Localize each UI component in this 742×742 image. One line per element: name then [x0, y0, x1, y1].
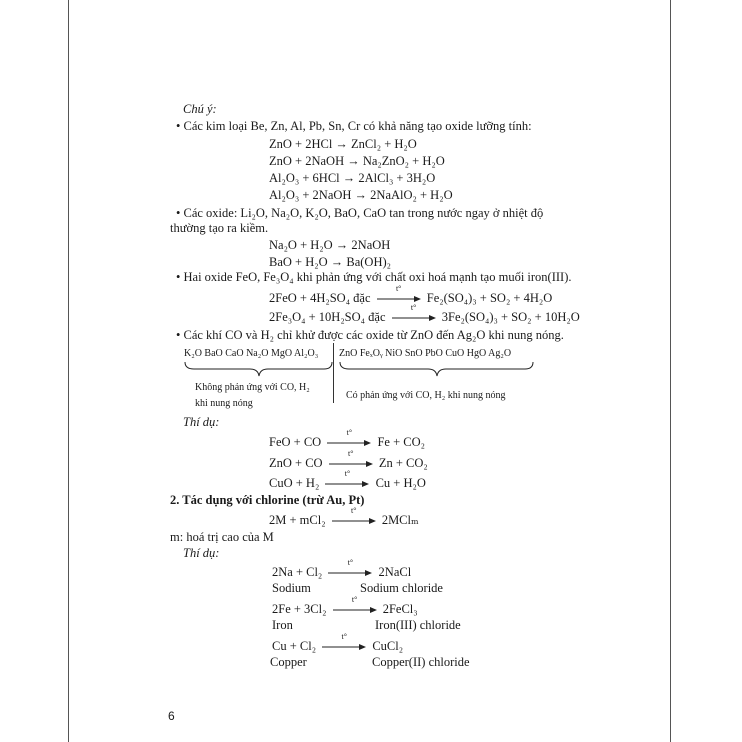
reactants: 2Fe + 3Cl₂: [272, 602, 327, 616]
right-brace-icon: [339, 360, 535, 378]
products: Cu + H₂O: [375, 476, 426, 490]
condition-label: t°: [346, 428, 353, 438]
arrow-icon: [333, 595, 377, 616]
name-copper: Copper: [270, 655, 307, 669]
valence-note: m: hoá trị cao của M: [170, 530, 274, 544]
reactants: 2M + mCl₂: [269, 513, 326, 527]
bullet-reduction: • Các khí CO và H₂ chỉ khử được các oxide từ ZnO đến Ag₂O khi nung nóng.: [176, 328, 564, 342]
bullet-amphoteric: • Các kim loại Be, Zn, Al, Pb, Sn, Cr có khả năng tạo oxide lưỡng tính:: [176, 119, 532, 133]
equation-3: Al₂O₃ + 6HCl → 2AlCl₃ + 3H₂O: [269, 171, 436, 185]
equation-1: ZnO + 2HCl → ZnCl₂ + H₂O: [269, 137, 417, 151]
oxides-reactive: ZnO FeₓOᵧ NiO SnO PbO CuO HgO Ag₂O: [339, 348, 512, 359]
condition-label: t°: [410, 303, 417, 313]
equation-2: ZnO + 2NaOH → Na₂ZnO₂ + H₂O: [269, 154, 445, 168]
products: Zn + CO₂: [378, 456, 428, 470]
condition-label: t°: [347, 558, 354, 568]
reactive-caption: Có phản ứng với CO, H₂ khi nung nóng: [346, 390, 506, 401]
section-heading: 2. Tác dụng với chlorine (trừ Au, Pt): [170, 493, 365, 507]
equation-8-left: 2Fe₃O₄ + 10H₂SO₄ đặc: [269, 310, 386, 324]
equation-7-left: 2FeO + 4H₂SO₄ đặc: [269, 291, 371, 305]
condition-label: t°: [341, 632, 347, 642]
products: 2MClₘ: [381, 513, 419, 527]
products: 2NaCl: [378, 565, 412, 579]
products: Fe + CO₂: [377, 435, 425, 449]
nonreactive-caption-2: khi nung nóng: [195, 398, 253, 409]
arrow-icon: [328, 558, 372, 579]
bullet-basic-oxides: • Các oxide: Li₂O, Na₂O, K₂O, BaO, CaO tan trong nước ngay ở nhiệt độ: [176, 206, 544, 220]
products: 2FeCl₃: [382, 602, 418, 616]
arrow-icon: [325, 469, 369, 490]
equation-4: Al₂O₃ + 2NaOH → 2NaAlO₂ + H₂O: [269, 188, 453, 202]
name-iron: Iron: [272, 618, 293, 632]
reactants: ZnO + CO: [269, 456, 323, 470]
arrow-icon: [332, 506, 376, 527]
chlorine-equation-3: [272, 632, 404, 654]
condition-label: t°: [344, 469, 351, 479]
arrow-icon: [327, 428, 371, 449]
chlorine-equation-2: [272, 595, 418, 617]
condition-label: t°: [347, 449, 354, 459]
example-equation-1: [269, 428, 425, 450]
nonreactive-caption: Không phản ứng với CO, H₂: [195, 382, 310, 393]
chlorine-equation-1: [272, 558, 412, 580]
reactants: 2Na + Cl₂: [272, 565, 323, 579]
reactants: CuO + H₂: [269, 476, 320, 490]
name-sodium: Sodium: [272, 581, 311, 595]
bullet-iron-oxides: • Hai oxide FeO, Fe₃O₄ khi phản ứng với chất oxi hoá mạnh tạo muối iron(III).: [176, 270, 572, 284]
name-copper-chloride: Copper(II) chloride: [372, 655, 470, 669]
equation-7-right: Fe₂(SO₄)₃ + SO₂ + 4H₂O: [426, 291, 553, 305]
reactants: FeO + CO: [269, 435, 322, 449]
name-iron-chloride: Iron(III) chloride: [375, 618, 461, 632]
reactants: Cu + Cl₂: [272, 639, 317, 653]
bullet-basic-oxides-cont: thường tạo ra kiềm.: [170, 221, 269, 235]
arrow-icon: [392, 303, 436, 324]
condition-label: t°: [395, 284, 402, 294]
name-sodium-chloride: Sodium chloride: [360, 581, 443, 595]
example-title-2: Thí dụ:: [183, 546, 220, 560]
equation-8: [269, 303, 580, 325]
left-brace-icon: [184, 360, 334, 378]
products: CuCl₂: [372, 639, 404, 653]
example-title: Thí dụ:: [183, 415, 220, 429]
equation-8-right: 3Fe₂(SO₄)₃ + SO₂ + 10H₂O: [441, 310, 580, 324]
arrow-icon: [322, 632, 366, 653]
equation-5: Na₂O + H₂O → 2NaOH: [269, 238, 391, 252]
arrow-icon: [329, 449, 373, 470]
example-equation-3: [269, 469, 426, 491]
equation-6: BaO + H₂O → Ba(OH)₂: [269, 255, 391, 269]
condition-label: t°: [350, 506, 357, 516]
general-equation: [269, 506, 419, 528]
note-title: Chú ý:: [183, 102, 217, 116]
page-number: 6: [168, 709, 175, 723]
oxides-nonreactive: K₂O BaO CaO Na₂O MgO Al₂O₃: [184, 348, 319, 359]
condition-label: t°: [351, 595, 358, 605]
